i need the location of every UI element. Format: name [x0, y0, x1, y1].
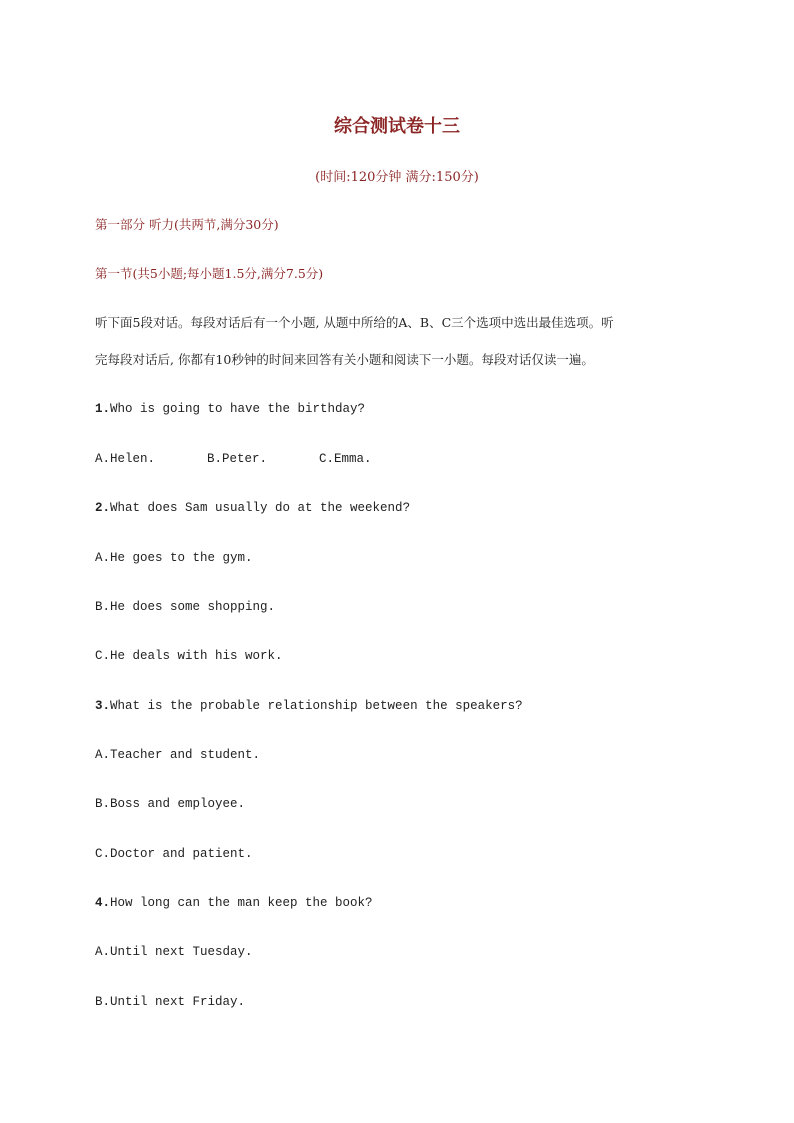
option-b: B.Until next Friday.: [95, 995, 246, 1009]
instructions-line-2: 完每段对话后, 你都有10秒钟的时间来回答有关小题和阅读下一小题。每段对话仅读一遍。: [95, 352, 594, 367]
question-text: What does Sam usually do at the weekend?: [110, 501, 411, 515]
option-c: C.He deals with his work.: [95, 649, 283, 663]
option-a: A.Teacher and student.: [95, 748, 261, 762]
question-2: [95, 500, 410, 516]
option-b: B.Peter.: [207, 452, 268, 466]
question-text: How long can the man keep the book?: [110, 896, 373, 910]
question-text: What is the probable relationship between the speakers?: [110, 699, 523, 713]
exam-info: (时间:120分钟 满分:150分): [315, 170, 479, 185]
question-4: [95, 895, 373, 911]
option-c: C.Emma.: [319, 452, 372, 466]
question-number: 4.: [95, 896, 111, 910]
option-a: A.Until next Tuesday.: [95, 945, 253, 959]
question-text: Who is going to have the birthday?: [110, 402, 366, 416]
option-c: C.Doctor and patient.: [95, 847, 253, 861]
question-number: 3.: [95, 699, 111, 713]
instructions-line-1: 听下面5段对话。每段对话后有一个小题, 从题中所给的A、B、C三个选项中选出最佳选项。听: [95, 315, 614, 330]
option-a: A.Helen.: [95, 452, 156, 466]
question-number: 2.: [95, 501, 111, 515]
section-heading: 第一节(共5小题;每小题1.5分,满分7.5分): [95, 266, 324, 281]
question-1-options: [95, 451, 431, 467]
option-a: A.He goes to the gym.: [95, 551, 253, 565]
option-b: B.He does some shopping.: [95, 600, 276, 614]
question-3: [95, 698, 523, 714]
page-title: 综合测试卷十三: [334, 116, 460, 137]
question-1: [95, 401, 365, 417]
question-number: 1.: [95, 402, 111, 416]
part-heading: 第一部分 听力(共两节,满分30分): [95, 217, 279, 232]
option-b: B.Boss and employee.: [95, 797, 246, 811]
